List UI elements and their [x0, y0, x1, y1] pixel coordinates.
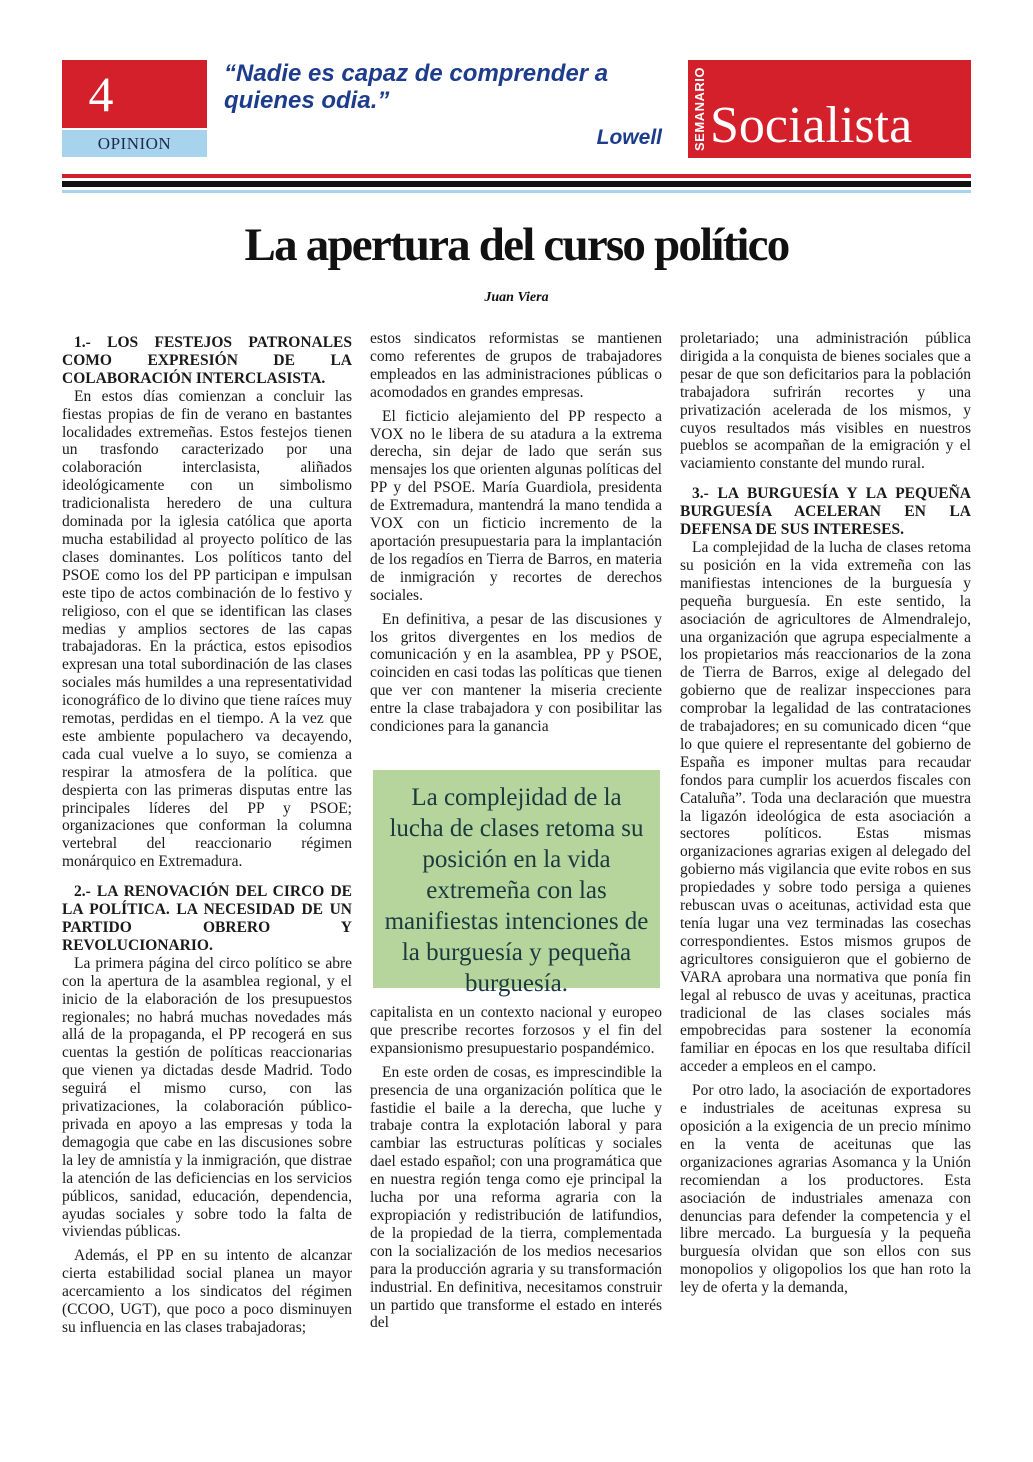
quote-author: Lowell: [596, 126, 662, 149]
article-column-3: [680, 330, 971, 1410]
header-rule-red: [62, 174, 971, 178]
masthead-small-label: SEMANARIO: [692, 67, 707, 151]
paragraph: Además, el PP en su intento de alcanzar cierta estabilidad social planea un mayor acercamiento a los sindicatos del régimen (CCOO, UGT), que poco a poco disminuyen su influencia en las clases trabajadoras;: [62, 1247, 352, 1336]
section-heading-1: 1.- LOS FESTEJOS PATRONALES COMO EXPRESIÓN DE LA COLABORACIÓN INTERCLASISTA.: [62, 334, 352, 387]
article-column-2-bottom: [370, 1004, 662, 1404]
paragraph: El ficticio alejamiento del PP respecto a VOX no le libera de su atadura a la extrema derecha, sin dejar de lado que serán sus mensajes los que orienten algunas políticas del PP y del PSOE. María Guardiola, presidenta de Extremadura, mantendrá la mano tendida a VOX con un ficticio incremento de la aportación presupuestaria para la implantación de los regadíos en Tierra de Barros, en materia de inmigración y recortes de derechos sociales.: [370, 407, 662, 604]
section-heading-3: 3.- LA BURGUESÍA Y LA PEQUEÑA BURGUESÍA ACELERAN EN LA DEFENSA DE SUS INTERESES.: [680, 485, 971, 539]
pullquote-text: La complejidad de la lucha de clases retoma su posición en la vida extremeña con las manifiestas intenciones de la burguesía y pequeña burguesía.: [384, 784, 649, 997]
section-label: OPINION: [97, 134, 172, 153]
paragraph: La primera página del circo político se abre con la apertura de la asamblea regional, y el inicio de la elaboración de los presupuestos regionales; no habrá muchas novedades más allá de la propaganda, el PP recogerá en sus cuentas la gestión de políticas reaccionarias que vienen ya dictadas desde Madrid. Todo seguirá el mismo curso, con las privatizaciones, la colaboración público-privada en apoyo a las empresas y toda la demagogia que cabe en las discusiones sobre la ley de amnistía y la inmigración, que distrae la atención de las deficiencias en los servicios públicos, sanidad, educación, dependencia, ayudas sociales y sobre todo la falta de viviendas públicas.: [62, 954, 352, 1241]
paragraph: En este orden de cosas, es imprescindible la presencia de una organización política que le fastidie el baile a la derecha, que luche y trabaje contra la explotación laboral y para cambiar las estructuras políticas y sociales dael estado español; con una programática que en nuestra región tenga como eje principal la lucha por una reforma agraria con la expropiación y redistribución de latifundios, de la propiedad de la tierra, complementada con la socialización de los medios necesarios para la producción agraria y su transformación industrial. En definitiva, necesitamos construir un partido que transforme el estado en interés del: [370, 1063, 662, 1332]
masthead-name: Socialista: [710, 97, 913, 154]
paragraph: Por otro lado, la asociación de exportadores e industriales de aceitunas expresa su oposición a la exigencia de un precio mínimo en la venta de aceitunas que las organizaciones agrarias Asomanca y la Unión recomiendan a los productores. Esta asociación de industriales amenaza con denuncias para defender la competencia y el libre mercado. La burguesía y la pequeña burguesía olvidan que son ellos con sus monopolios y oligopolios los que han roto la ley de oferta y la demanda,: [680, 1082, 971, 1297]
page-number: 4: [88, 66, 114, 122]
header-rule-blue: [62, 190, 971, 193]
article-column-2-top: [370, 330, 662, 755]
header-rule-black: [62, 181, 971, 187]
paragraph: En definitiva, a pesar de las discusiones y los gritos divergentes en los medios de comunicación y en la asamblea, PP y PSOE, coinciden en casi todas las políticas que tienen que ver con mantener la miseria creciente entre la clase trabajadora y con posibilitar las condiciones para la ganancia: [370, 610, 662, 736]
paragraph: proletariado; una administración pública dirigida a la conquista de bienes sociales que a pesar de que son deficitarios para la población trabajadora sufrirán recortes y una privatización acelerada de los mismos, y cuyos resultados más visibles en nuestros pueblos se acompañan de la emigración y el vaciamiento constante del mundo rural.: [680, 330, 971, 473]
paragraph: En estos días comienzan a concluir las fiestas propias de fin de verano en bastantes localidades extremeñas. Estos festejos tienen un trasfondo caracterizado por una colaboración interclasista, aliñados ideológicamente con un simbolismo tradicionalista heredero de una cultura dominada por la iglesia católica que aporta mucha estabilidad al proyecto político de las clases dominantes. Los políticos tanto del PSOE como los del PP participan e impulsan este tipo de actos combinación de lo festivo y religioso, con el que se identifican las clases medias y amplios sectores de las capas trabajadoras. En la práctica, estos episodios expresan una total subordinación de las clases sociales más humildes a una representatividad iconográfico de lo divino que tiene raíces muy remotas, perdidas en el tiempo. A la vez que este ambiente populachero va decayendo, cada cual vuelve a lo suyo, se comienza a respirar la atmosfera de la política. que despierta con las primeras disputas entre las principales líderes del PP y PSOE; organizaciones que conforman la columna vertebral del reaccionario régimen monárquico en Extremadura.: [62, 387, 352, 871]
pullquote-box: [373, 770, 660, 997]
masthead-logo: [688, 60, 971, 158]
paragraph: La complejidad de la lucha de clases retoma su posición en la vida extremeña con las manifiestas intenciones de la burguesía y pequeña burguesía. En este sentido, la asociación de agricultores de Almendralejo, una organización que agrupa especialmente a los propietarios más reaccionarios de la zona de Tierra de Barros, exige al delegado del gobierno que de realizar inspecciones para comprobar la legalidad de las contrataciones de trabajadores; en su comunicado dicen “que lo que quiere el representante del gobierno de España es imponer multas para recaudar fondos para cumplir los acuerdos fiscales con Cataluña”. Toda una declaración que muestra la ligazón ideológica de esta asociación a sectores políticos. Estas mismas organizaciones agrarias exigen al delegado del gobierno más vigilancia que evite robos en sus propiedades y sobre todo persiga a quienes rebuscan uvas o aceitunas, actividad esta que tenía lugar una vez terminadas las cosechas correspondientes. Estos mismos grupos de agricultores consiguieron que el gobierno de VARA aprobara una normativa que ponía fin legal al rebusco de uvas y aceitunas, practica tradicional de las clases sociales más empobrecidas para sostener la economía familiar en épocas en los que resultaba difícil acceder a empleos en el campo.: [680, 538, 971, 1076]
paragraph: estos sindicatos reformistas se mantienen como referentes de grupos de trabajadores empleados en las administraciones públicas o acomodados en grandes empresas.: [370, 330, 662, 401]
article-author: Juan Viera: [484, 290, 549, 305]
article-title: La apertura del curso político: [244, 219, 789, 271]
paragraph: capitalista en un contexto nacional y europeo que prescribe recortes forzosos y el fin del expansionismo presupuestario pospandémico.: [370, 1004, 662, 1057]
header-quote: “Nadie es capaz de comprender a quienes odia.”: [224, 60, 609, 114]
section-box: [62, 130, 207, 157]
section-heading-2: 2.- LA RENOVACIÓN DEL CIRCO DE LA POLÍTICA. LA NECESIDAD DE UN PARTIDO OBRERO Y REVOLUCIONARIO.: [62, 883, 352, 954]
article-column-1: [62, 330, 352, 1410]
